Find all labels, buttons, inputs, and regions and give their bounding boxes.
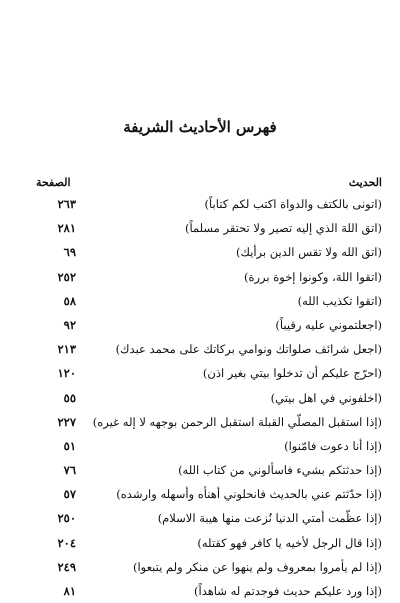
page-number: ٧٦: [63, 463, 76, 478]
hadith-text: (اجعلتموني عليه رقيباً): [275, 317, 382, 332]
page-number: ١٢٠: [57, 366, 76, 381]
hadith-text: (إذا لم يأمروا بمعروف ولم ينهوا عن منكر ولم يتبعوا): [132, 559, 382, 574]
index-entry: [0, 265, 400, 289]
page-number: ٢٥٠: [57, 511, 76, 526]
hadith-text: (إذا استقبل المصلّي القبلة استقبل الرحمن بوجهه لا إله غيره): [92, 414, 382, 429]
index-entry: [0, 289, 400, 313]
hadith-text: (اجعل شرائف صلواتك ونوامي بركاتك على محمد عبدك): [115, 342, 382, 357]
hadith-text: (اتق الله ولا تقس الدين برأيك): [235, 245, 382, 260]
page-number: ٩٢: [63, 317, 76, 332]
page-number: ٢٤٩: [57, 559, 76, 574]
page-number: ٢٦٣: [57, 197, 76, 211]
page-number: ٥٨: [63, 293, 76, 308]
page-number: ٨١: [63, 584, 76, 598]
hadith-text: (إذا حدّثتم عني بالحديث فانحلوني أهنأه وأسهله وارشده): [116, 487, 382, 502]
page-number: ٢٠٤: [57, 535, 76, 550]
index-entry: [0, 386, 400, 410]
index-entry: [0, 216, 400, 240]
index-entry: [0, 410, 400, 434]
page-number: ٢١٣: [57, 342, 76, 357]
index-entry: [0, 434, 400, 458]
page-title: فهرس الأحاديث الشريفة: [123, 118, 277, 136]
hadith-text: (إذا ورد عليكم حديث فوجدتم له شاهداً): [194, 584, 382, 598]
page-number: ٢٢٧: [57, 414, 76, 429]
index-entry: [0, 555, 400, 579]
index-entry: [0, 192, 400, 216]
hadith-text: (احرّج عليكم أن تدخلوا بيتي بغير اذن): [202, 366, 382, 381]
index-entry: [0, 506, 400, 530]
page-number: ٥١: [63, 438, 76, 453]
index-entry: [0, 313, 400, 337]
hadith-index-list: [0, 192, 400, 603]
page-number: ٦٩: [63, 245, 76, 260]
hadith-text: (إذا حدثتكم بشيء فاسألوني من كتاب الله): [178, 463, 382, 478]
index-entry: [0, 337, 400, 361]
column-header-page: الصفحة: [36, 176, 71, 189]
index-entry: [0, 458, 400, 482]
hadith-text: (إذا قال الرجل لأخيه يا كافر فهو كقتله): [197, 535, 382, 550]
page-number: ٢٨١: [57, 221, 76, 236]
index-entry: [0, 361, 400, 385]
page-number: ٥٧: [63, 487, 76, 502]
hadith-text: (إذا عظّمت أمتي الدنيا نُزعت منها هيبة الاسلام): [157, 511, 382, 526]
hadith-text: (اتقوا تكذيب الله): [297, 293, 382, 308]
index-entry: [0, 482, 400, 506]
hadith-text: (اتق اللهَ الذي إليه تصير ولا تحتقر مسلماً): [184, 221, 382, 236]
index-entry: [0, 240, 400, 264]
hadith-text: (إذا أنا دعوت فامّنوا): [284, 438, 382, 453]
hadith-text: (اتونى بالكتف والدواة اكتب لكم كتاباً): [204, 197, 382, 211]
column-header-hadith: الحديث: [348, 176, 382, 189]
index-entry: [0, 579, 400, 603]
page-number: ٢٥٢: [57, 269, 76, 284]
index-entry: [0, 531, 400, 555]
page-number: ٥٥: [63, 390, 76, 405]
hadith-text: (اخلفوني في اهل بيتي): [270, 390, 382, 405]
hadith-text: (اتقوا اللهَ، وكونوا إخوة بررة): [243, 269, 382, 284]
